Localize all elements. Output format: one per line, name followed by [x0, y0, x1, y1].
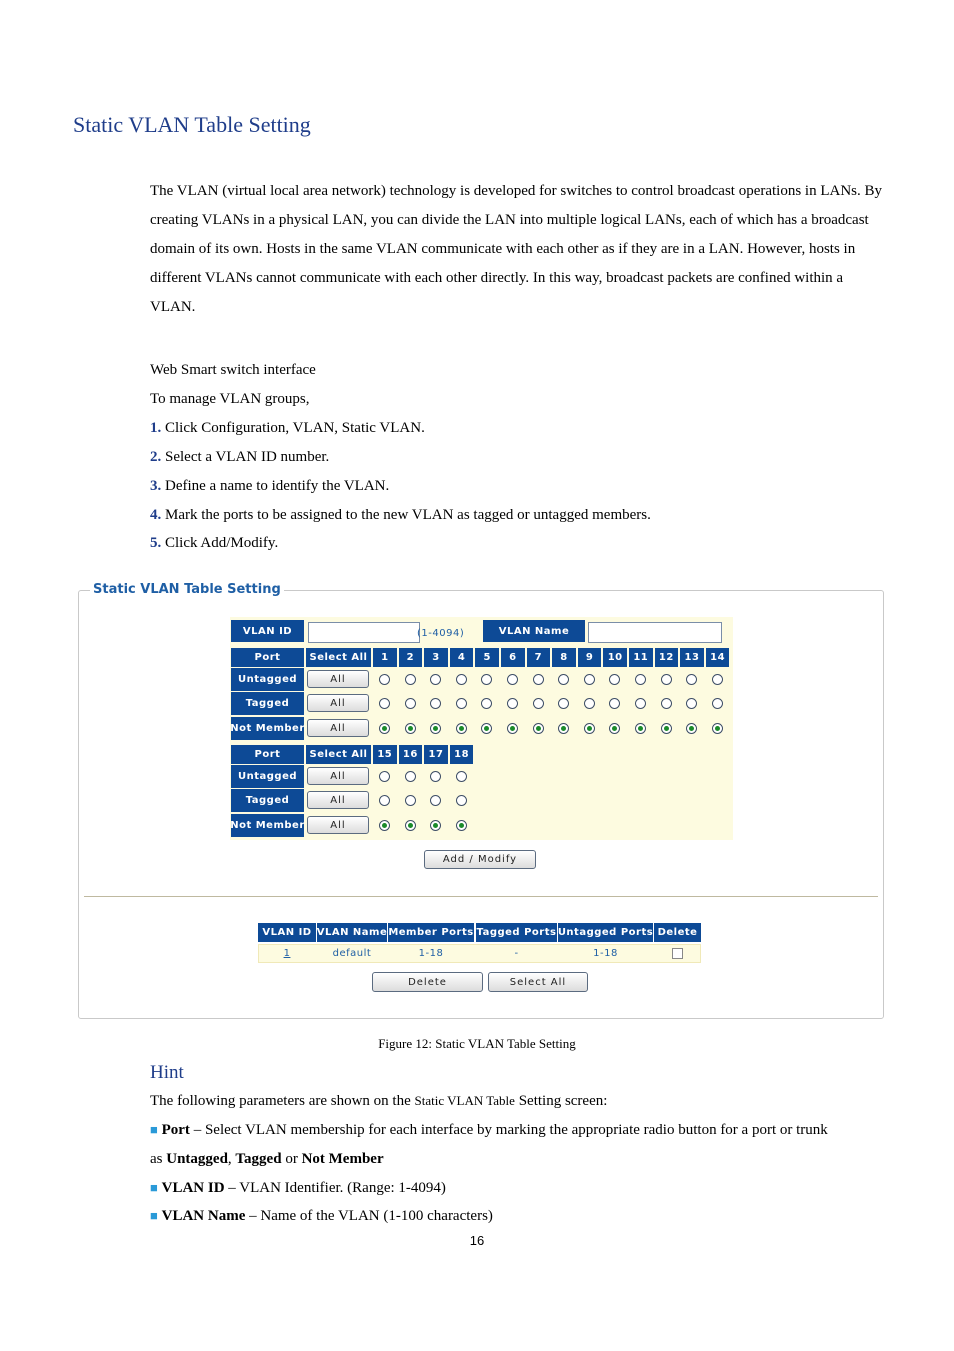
table-header-2: Member Ports	[388, 923, 474, 942]
port-16-not-member-radio[interactable]	[405, 820, 416, 831]
port-15-tagged-radio[interactable]	[379, 795, 390, 806]
tagged-row-label: Tagged	[231, 789, 304, 812]
port-6-not-member-radio[interactable]	[507, 723, 518, 734]
port-18-not-member-radio[interactable]	[456, 820, 467, 831]
intro-paragraph: The VLAN (virtual local area network) technology is developed for switches to control broadcast operations in LANs. By creating VLANs in a physical LAN, you can divide the LAN into multiple logical LANs, each of which has a broadcast domain of its own. Hosts in the same VLAN communicate with each other as if they are in a LAN. However, hosts in different VLANs cannot communicate with each other directly. In this way, broadcast packets are confined within a VLAN.	[150, 183, 883, 315]
select-all-header-a: Select All	[306, 648, 371, 667]
port-7-tagged-radio[interactable]	[533, 698, 544, 709]
untagged-all-button[interactable]: All	[307, 767, 369, 785]
figure-caption: Figure 12: Static VLAN Table Setting	[378, 1036, 576, 1051]
vlan-name-label: VLAN Name	[483, 620, 585, 642]
table-header-5: Delete	[654, 923, 701, 942]
port-14-untagged-radio[interactable]	[712, 674, 723, 685]
table-cell-untagged-ports: 1-18	[593, 948, 618, 959]
port-number-17: 17	[424, 745, 448, 764]
port-16-untagged-radio[interactable]	[405, 771, 416, 782]
port-number-14: 14	[706, 648, 730, 667]
bullet-port-cont: as Untagged, Tagged or Not Member	[150, 1151, 384, 1167]
port-7-not-member-radio[interactable]	[533, 723, 544, 734]
hint-heading: Hint	[150, 1062, 184, 1083]
port-number-15: 15	[373, 745, 397, 764]
manage-line: To manage VLAN groups,	[150, 391, 310, 407]
port-9-tagged-radio[interactable]	[584, 698, 595, 709]
vlan-id-range: (1-4094)	[417, 628, 465, 639]
port-4-tagged-radio[interactable]	[456, 698, 467, 709]
port-number-12: 12	[655, 648, 679, 667]
select-all-button[interactable]: Select All	[488, 972, 588, 992]
port-number-13: 13	[680, 648, 704, 667]
bullet-vlan-name: ■ VLAN Name – Name of the VLAN (1-100 characters)	[150, 1208, 493, 1224]
port-number-3: 3	[424, 648, 448, 667]
port-number-2: 2	[399, 648, 423, 667]
port-7-untagged-radio[interactable]	[533, 674, 544, 685]
port-12-not-member-radio[interactable]	[661, 723, 672, 734]
tagged-row-label: Tagged	[231, 692, 304, 715]
untagged-row-label: Untagged	[231, 668, 304, 691]
table-cell-tagged-ports: -	[514, 948, 519, 959]
not-member-all-button[interactable]: All	[307, 719, 369, 737]
port-number-11: 11	[629, 648, 653, 667]
port-15-untagged-radio[interactable]	[379, 771, 390, 782]
tagged-all-button[interactable]: All	[307, 791, 369, 809]
figure-separator	[84, 896, 878, 897]
fieldset-legend: Static VLAN Table Setting	[90, 582, 284, 597]
port-12-tagged-radio[interactable]	[661, 698, 672, 709]
table-header-0: VLAN ID	[258, 923, 316, 942]
not-member-all-button[interactable]: All	[307, 816, 369, 834]
bullet-square-icon: ■	[150, 1122, 158, 1137]
port-11-untagged-radio[interactable]	[635, 674, 646, 685]
untagged-all-button[interactable]: All	[307, 670, 369, 688]
port-number-6: 6	[501, 648, 525, 667]
table-header-3: Tagged Ports	[476, 923, 557, 942]
not-member-row-label: Not Member	[231, 717, 304, 740]
table-header-1: VLAN Name	[317, 923, 387, 942]
port-18-tagged-radio[interactable]	[456, 795, 467, 806]
add-modify-button[interactable]: Add / Modify	[424, 850, 536, 869]
port-number-7: 7	[527, 648, 551, 667]
page-number: 16	[469, 1233, 485, 1248]
bullet-square-icon: ■	[150, 1180, 158, 1195]
table-cell-vlan-name: default	[332, 948, 372, 959]
delete-button[interactable]: Delete	[372, 972, 483, 992]
table-header-4: Untagged Ports	[558, 923, 653, 942]
select-all-header-b: Select All	[306, 745, 371, 764]
port-9-not-member-radio[interactable]	[584, 723, 595, 734]
port-9-untagged-radio[interactable]	[584, 674, 595, 685]
step-1: 1. Click Configuration, VLAN, Static VLAN.	[150, 420, 425, 436]
step-4: 4. Mark the ports to be assigned to the new VLAN as tagged or untagged members.	[150, 507, 651, 523]
not-member-row-label: Not Member	[231, 814, 304, 837]
step-2: 2. Select a VLAN ID number.	[150, 449, 330, 465]
port-18-untagged-radio[interactable]	[456, 771, 467, 782]
port-number-9: 9	[578, 648, 602, 667]
port-2-tagged-radio[interactable]	[405, 698, 416, 709]
port-14-tagged-radio[interactable]	[712, 698, 723, 709]
delete-checkbox[interactable]	[672, 948, 683, 959]
port-number-5: 5	[475, 648, 499, 667]
port-4-not-member-radio[interactable]	[456, 723, 467, 734]
port-14-not-member-radio[interactable]	[712, 723, 723, 734]
port-11-tagged-radio[interactable]	[635, 698, 646, 709]
port-2-untagged-radio[interactable]	[405, 674, 416, 685]
untagged-row-label: Untagged	[231, 765, 304, 788]
interface-line: Web Smart switch interface	[150, 362, 316, 378]
hint-intro: The following parameters are shown on the Static VLAN Table Setting screen:	[150, 1093, 608, 1109]
bullet-port: ■ Port – Select VLAN membership for each interface by marking the appropriate radio button for a port or trunk	[150, 1122, 828, 1138]
port-number-4: 4	[450, 648, 474, 667]
step-5: 5. Click Add/Modify.	[150, 535, 279, 551]
port-1-not-member-radio[interactable]	[379, 723, 390, 734]
port-header-a: Port	[231, 648, 304, 667]
port-1-untagged-radio[interactable]	[379, 674, 390, 685]
vlan-name-input[interactable]	[588, 622, 722, 643]
port-header-b: Port	[231, 745, 304, 764]
port-12-untagged-radio[interactable]	[661, 674, 672, 685]
tagged-all-button[interactable]: All	[307, 694, 369, 712]
port-11-not-member-radio[interactable]	[635, 723, 646, 734]
port-4-untagged-radio[interactable]	[456, 674, 467, 685]
table-cell-vlan-id[interactable]: 1	[283, 948, 291, 959]
bullet-square-icon: ■	[150, 1208, 158, 1223]
page-heading: Static VLAN Table Setting	[73, 112, 311, 137]
port-number-18: 18	[450, 745, 474, 764]
port-15-not-member-radio[interactable]	[379, 820, 390, 831]
port-number-8: 8	[552, 648, 576, 667]
port-number-10: 10	[603, 648, 627, 667]
vlan-id-input[interactable]	[308, 622, 420, 643]
port-number-1: 1	[373, 648, 397, 667]
bullet-vlan-id: ■ VLAN ID – VLAN Identifier. (Range: 1-4094)	[150, 1180, 446, 1196]
port-number-16: 16	[399, 745, 423, 764]
port-6-untagged-radio[interactable]	[507, 674, 518, 685]
port-1-tagged-radio[interactable]	[379, 698, 390, 709]
step-3: 3. Define a name to identify the VLAN.	[150, 478, 390, 494]
port-16-tagged-radio[interactable]	[405, 795, 416, 806]
table-cell-member-ports: 1-18	[418, 948, 444, 959]
vlan-id-label: VLAN ID	[231, 620, 304, 642]
port-2-not-member-radio[interactable]	[405, 723, 416, 734]
port-6-tagged-radio[interactable]	[507, 698, 518, 709]
